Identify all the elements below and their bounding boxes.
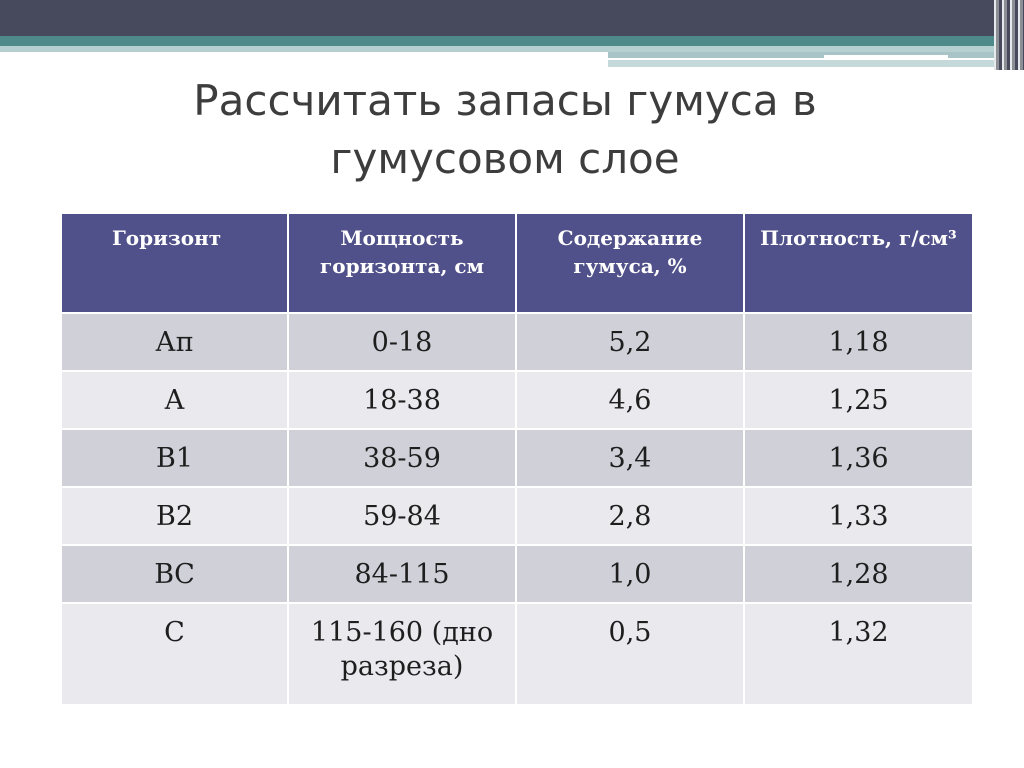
cell-thickness: 0-18 — [288, 313, 516, 371]
cell-density: 1,32 — [744, 603, 973, 705]
header-thickness: Мощность горизонта, см — [288, 213, 516, 313]
header-humus-content: Содержание гумуса, % — [516, 213, 744, 313]
cell-thickness: 115-160 (дно разреза) — [288, 603, 516, 705]
cell-density: 1,28 — [744, 545, 973, 603]
corner-stripes — [994, 0, 1024, 70]
slide-title: Рассчитать запасы гумуса в гумусовом слое — [193, 76, 817, 183]
accent-bar-right-lower — [608, 60, 1024, 67]
cell-density: 1,25 — [744, 371, 973, 429]
cell-humus: 2,8 — [516, 487, 744, 545]
cell-thickness: 84-115 — [288, 545, 516, 603]
table-row — [61, 371, 973, 429]
cell-humus: 1,0 — [516, 545, 744, 603]
accent-bar-right — [608, 52, 1024, 58]
cell-horizon: А — [61, 371, 288, 429]
cell-horizon: Ап — [61, 313, 288, 371]
table-header-row — [61, 213, 973, 313]
table-row — [61, 603, 973, 705]
cell-density: 1,36 — [744, 429, 973, 487]
accent-line — [824, 55, 948, 58]
table-row — [61, 487, 973, 545]
cell-density: 1,18 — [744, 313, 973, 371]
header-density: Плотность, г/см³ — [744, 213, 973, 313]
cell-horizon: С — [61, 603, 288, 705]
cell-thickness: 59-84 — [288, 487, 516, 545]
cell-humus: 3,4 — [516, 429, 744, 487]
cell-humus: 5,2 — [516, 313, 744, 371]
table-row — [61, 429, 973, 487]
cell-density: 1,33 — [744, 487, 973, 545]
cell-horizon: ВС — [61, 545, 288, 603]
cell-horizon: В2 — [61, 487, 288, 545]
accent-bar — [0, 36, 1024, 46]
cell-humus: 0,5 — [516, 603, 744, 705]
table-row — [61, 313, 973, 371]
cell-thickness: 18-38 — [288, 371, 516, 429]
humus-table — [60, 212, 974, 706]
cell-humus: 4,6 — [516, 371, 744, 429]
header-horizon: Горизонт — [61, 213, 288, 313]
table-row — [61, 545, 973, 603]
cell-thickness: 38-59 — [288, 429, 516, 487]
cell-horizon: В1 — [61, 429, 288, 487]
top-bar — [0, 0, 1024, 36]
